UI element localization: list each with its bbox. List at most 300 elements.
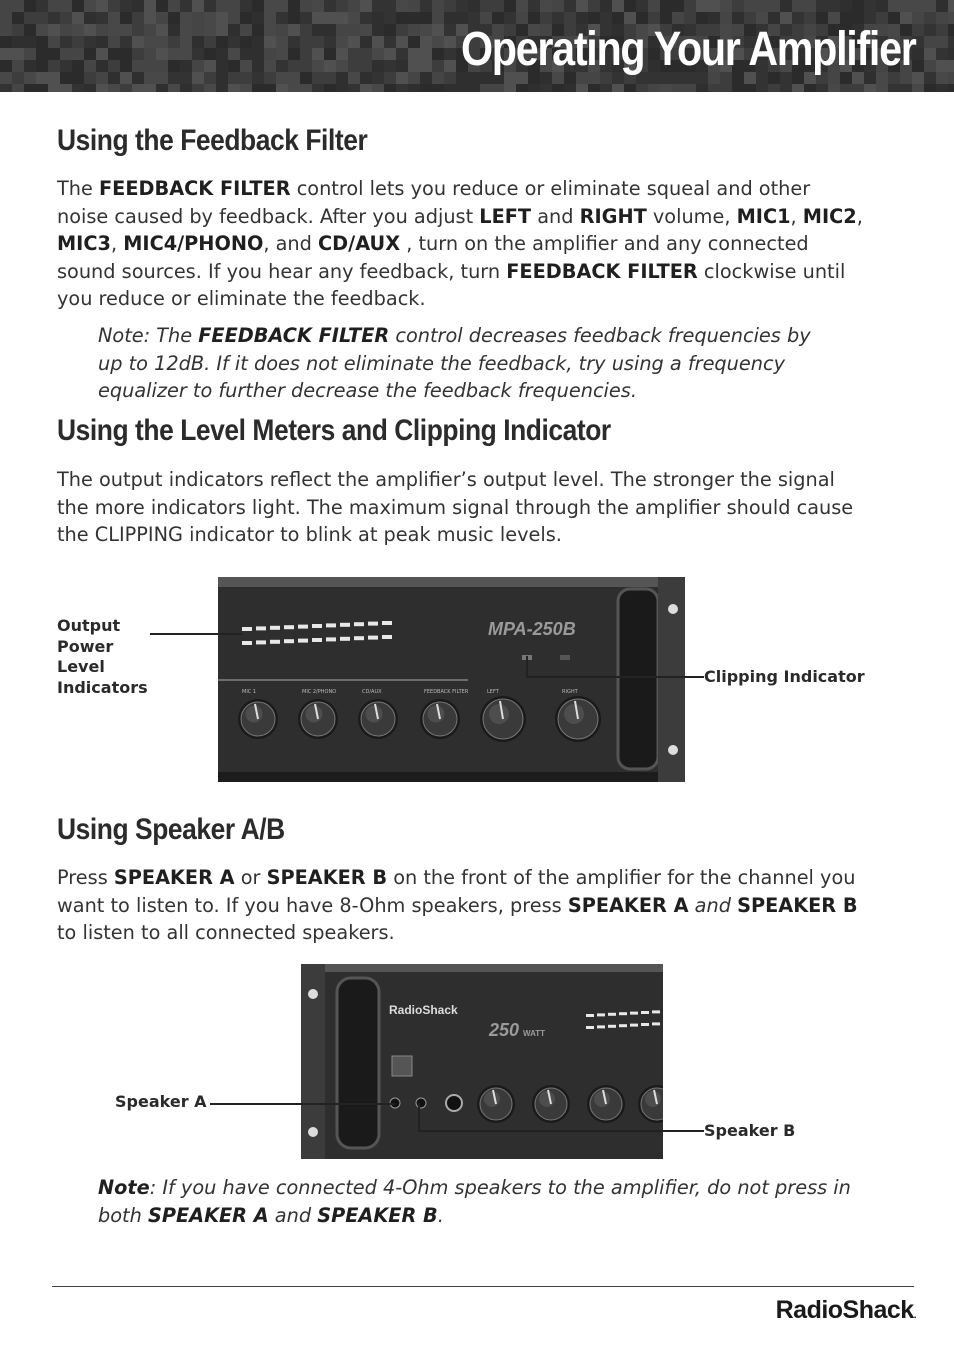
banner-tile [168,84,180,92]
banner-tile [384,24,396,36]
banner-tile [132,48,144,60]
level-meter-led [270,640,280,644]
banner-tile [24,36,36,48]
banner-tile [360,72,372,84]
header-banner [0,0,954,92]
banner-tile [12,12,24,24]
banner-tile [276,24,288,36]
banner-tile [0,48,12,60]
banner-tile [420,72,432,84]
banner-tile [168,12,180,24]
banner-tile [444,0,456,12]
banner-tile [420,12,432,24]
banner-tile [360,48,372,60]
banner-tile [12,0,24,12]
page-title: Operating Your Amplifier [461,23,916,76]
banner-tile [168,0,180,12]
banner-tile [372,60,384,72]
banner-tile [312,84,324,92]
banner-tile [840,0,852,12]
banner-tile [696,84,708,92]
banner-tile [600,0,612,12]
banner-tile [432,72,444,84]
banner-tile [420,24,432,36]
banner-tile [108,0,120,12]
banner-tile [396,48,408,60]
level-meter-led [312,624,322,628]
level-meter-led [382,635,392,639]
banner-tile [156,36,168,48]
banner-tile [348,24,360,36]
level-meter-led [652,1010,660,1013]
level-meter-led [242,627,252,631]
banner-tile [72,36,84,48]
banner-tile [600,84,612,92]
banner-tile [924,36,936,48]
banner-tile [420,48,432,60]
banner-tile [648,84,660,92]
level-meter-led [652,1022,660,1025]
banner-tile [252,60,264,72]
banner-tile [336,84,348,92]
banner-tile [384,48,396,60]
banner-tile [24,0,36,12]
banner-tile [744,0,756,12]
banner-tile [924,72,936,84]
banner-tile [132,0,144,12]
level-meter-led [597,1013,605,1016]
banner-tile [372,0,384,12]
banner-tile [168,48,180,60]
banner-tile [444,36,456,48]
banner-tile [108,36,120,48]
banner-tile [936,84,948,92]
banner-tile [0,60,12,72]
banner-tile [588,84,600,92]
banner-tile [96,12,108,24]
banner-tile [144,60,156,72]
banner-tile [252,48,264,60]
banner-tile [288,60,300,72]
banner-tile [228,12,240,24]
banner-tile [396,60,408,72]
banner-tile [156,84,168,92]
banner-tile [72,24,84,36]
banner-tile [360,0,372,12]
banner-tile [852,0,864,12]
leader-line-clipping [526,676,704,678]
banner-tile [84,84,96,92]
banner-tile [264,12,276,24]
wattage-unit-label: WATT [523,1029,546,1038]
knob-label: CD/AUX [362,689,382,695]
banner-tile [360,24,372,36]
banner-tile [108,72,120,84]
level-meter-led [619,1024,627,1027]
banner-tile [276,36,288,48]
banner-tile [168,36,180,48]
banner-tile [408,12,420,24]
banner-tile [924,48,936,60]
banner-tile [792,84,804,92]
leader-line-speaker-b [418,1130,704,1132]
banner-tile [408,84,420,92]
banner-tile [24,48,36,60]
banner-tile [300,12,312,24]
banner-tile [84,48,96,60]
banner-tile [144,72,156,84]
banner-tile [48,60,60,72]
banner-tile [336,60,348,72]
banner-tile [96,84,108,92]
level-meter-led [586,1026,594,1029]
banner-tile [132,84,144,92]
banner-tile [264,84,276,92]
level-meter-led [608,1013,616,1016]
banner-tile [120,72,132,84]
banner-tile [36,72,48,84]
banner-tile [216,72,228,84]
banner-tile [660,84,672,92]
banner-tile [24,24,36,36]
banner-tile [276,84,288,92]
banner-tile [528,0,540,12]
callout-clipping-indicator: Clipping Indicator [704,667,865,686]
banner-tile [204,48,216,60]
banner-tile [468,0,480,12]
banner-tile [672,84,684,92]
banner-tile [288,12,300,24]
meters-paragraph: The output indicators reflect the amplifier’s output level. The stronger the signal the more indicators light. The maximum signal through the amplifier should cause the CLIPPING indicator to blink at peak music levels. [57,468,854,546]
banner-tile [816,84,828,92]
level-meter-led [354,636,364,640]
banner-tile [324,72,336,84]
banner-tile [192,36,204,48]
leader-line-speaker-b-vertical [418,1103,420,1132]
knob-highlight [306,706,323,723]
banner-tile [120,60,132,72]
banner-tile [360,84,372,92]
banner-tile [768,84,780,92]
banner-tile [336,36,348,48]
banner-tile [72,72,84,84]
banner-tile [24,72,36,84]
banner-tile [432,84,444,92]
banner-tile [756,84,768,92]
brand-label: RadioShack [389,1003,458,1017]
knob-highlight [366,706,383,723]
banner-tile [96,72,108,84]
banner-tile [444,72,456,84]
banner-tile [840,84,852,92]
banner-tile [444,12,456,24]
banner-tile [396,12,408,24]
banner-tile [108,24,120,36]
banner-tile [348,12,360,24]
banner-tile [828,0,840,12]
banner-tile [480,0,492,12]
banner-tile [912,0,924,12]
level-meter-led [382,621,392,625]
banner-tile [396,84,408,92]
banner-tile [936,12,948,24]
banner-tile [300,48,312,60]
banner-tile [624,84,636,92]
banner-tile [876,0,888,12]
banner-tile [516,0,528,12]
banner-tile [0,72,12,84]
banner-tile [732,0,744,12]
banner-tile [216,84,228,92]
banner-tile [420,36,432,48]
banner-tile [312,24,324,36]
banner-tile [192,0,204,12]
banner-tile [324,48,336,60]
banner-tile [216,36,228,48]
banner-tile [384,72,396,84]
banner-tile [408,0,420,12]
banner-tile [444,48,456,60]
banner-tile [588,0,600,12]
banner-tile [300,36,312,48]
level-meter-led [270,626,280,630]
banner-tile [204,72,216,84]
banner-tile [948,60,954,72]
banner-tile [240,36,252,48]
banner-tile [396,24,408,36]
level-meter-led [641,1011,649,1014]
banner-tile [288,24,300,36]
feedback-note: Note: The FEEDBACK FILTER control decreases feedback frequencies by up to 12dB. If it does not eliminate the feedback, try using a frequency equalizer to further decrease the feedback frequencies. [98,324,811,402]
callout-output-power-level-indicators: Output Power Level Indicators [57,616,148,697]
banner-tile [228,48,240,60]
banner-tile [144,12,156,24]
leader-line-output [150,633,242,635]
knob-label: MIC 2/PHONO [302,689,337,695]
banner-tile [36,12,48,24]
banner-tile [864,84,876,92]
banner-tile [408,72,420,84]
banner-tile [156,60,168,72]
speaker-note: Note: If you have connected 4-Ohm speakers to the amplifier, do not press in both SPEAKER A and SPEAKER B. [98,1176,851,1227]
banner-tile [60,0,72,12]
banner-tile [552,84,564,92]
banner-tile [372,12,384,24]
knob-highlight [484,1091,500,1107]
banner-tile [336,72,348,84]
banner-tile [384,36,396,48]
banner-tile [276,48,288,60]
banner-tile [888,0,900,12]
banner-tile [132,24,144,36]
banner-tile [288,36,300,48]
knob-highlight [645,1091,661,1107]
banner-tile [12,84,24,92]
banner-tile [324,12,336,24]
banner-tile [936,24,948,36]
banner-tile [720,84,732,92]
banner-tile [384,0,396,12]
footer-divider [52,1286,914,1287]
banner-tile [276,72,288,84]
banner-tile [936,72,948,84]
banner-tile [36,24,48,36]
banner-tile [156,72,168,84]
banner-tile [180,36,192,48]
banner-tile [120,24,132,36]
banner-tile [60,12,72,24]
banner-tile [300,0,312,12]
banner-tile [432,36,444,48]
knob-label: MIC 1 [242,689,257,695]
panel-top-edge [301,964,663,972]
banner-tile [780,0,792,12]
banner-tile [96,36,108,48]
banner-tile [420,84,432,92]
knob-highlight [539,1091,555,1107]
banner-tile [300,60,312,72]
feedback-paragraph: The FEEDBACK FILTER control lets you reduce or eliminate squeal and other noise caused by feedback. After you adjust LEFT and RIGHT volume, MIC1, MIC2, MIC3, MIC4/PHONO, and CD/AUX , turn on the amplifier and any connected sound sources. If you hear any feedback, turn FEEDBACK FILTER clockwise until you reduce or eliminate the feedback. [57,177,863,310]
banner-tile [732,84,744,92]
level-meter-led [630,1012,638,1015]
banner-tile [228,72,240,84]
rack-hole [308,1127,318,1137]
banner-tile [336,0,348,12]
level-meter-led [326,637,336,641]
level-meter-led [597,1025,605,1028]
banner-tile [0,36,12,48]
banner-tile [72,12,84,24]
banner-tile [384,12,396,24]
banner-tile [48,0,60,12]
banner-tile [324,84,336,92]
banner-tile [444,84,456,92]
banner-tile [924,60,936,72]
banner-tile [60,36,72,48]
banner-tile [12,72,24,84]
banner-tile [300,84,312,92]
banner-tile [312,36,324,48]
banner-tile [120,36,132,48]
banner-tile [132,60,144,72]
banner-tile [708,0,720,12]
banner-tile [144,84,156,92]
banner-tile [204,84,216,92]
banner-tile [144,36,156,48]
banner-tile [72,60,84,72]
banner-tile [132,72,144,84]
banner-tile [528,84,540,92]
banner-tile [636,84,648,92]
banner-tile [432,12,444,24]
banner-tile [324,0,336,12]
banner-tile [48,72,60,84]
banner-tile [264,0,276,12]
banner-tile [252,84,264,92]
knob-label: LEFT [487,689,499,695]
banner-tile [636,0,648,12]
banner-tile [552,0,564,12]
banner-tile [516,84,528,92]
banner-tile [876,84,888,92]
banner-tile [780,84,792,92]
wattage-label: 250 [489,1020,520,1040]
banner-tile [120,48,132,60]
banner-tile [204,60,216,72]
banner-tile [84,24,96,36]
banner-tile [156,48,168,60]
banner-tile [240,24,252,36]
banner-tile [240,60,252,72]
banner-tile [540,84,552,92]
banner-tile [264,48,276,60]
rack-handle [337,978,379,1148]
banner-tile [48,12,60,24]
banner-tile [72,48,84,60]
rack-hole [668,745,678,755]
banner-tile [336,24,348,36]
banner-tile [564,0,576,12]
panel-bottom-edge [218,772,685,782]
banner-tile [228,60,240,72]
banner-tile [60,24,72,36]
heading-level-meters: Using the Level Meters and Clipping Indicator [57,414,611,447]
banner-tile [24,60,36,72]
banner-tile [372,84,384,92]
banner-tile [288,48,300,60]
banner-tile [276,12,288,24]
banner-tile [132,36,144,48]
level-meter-led [298,639,308,643]
level-meter-led [630,1024,638,1027]
banner-tile [348,60,360,72]
banner-tile [288,0,300,12]
level-meter-led [354,622,364,626]
banner-tile [156,12,168,24]
banner-tile [240,84,252,92]
banner-tile [36,36,48,48]
banner-tile [912,84,924,92]
banner-tile [624,0,636,12]
banner-tile [120,0,132,12]
banner-tile [12,36,24,48]
level-meter-led [256,626,266,630]
banner-tile [492,0,504,12]
power-led [560,655,570,660]
banner-tile [228,24,240,36]
banner-tile [936,48,948,60]
banner-tile [120,84,132,92]
banner-tile [228,0,240,12]
banner-tile [288,72,300,84]
banner-tile [228,36,240,48]
banner-tile [0,12,12,24]
banner-tile [504,84,516,92]
rack-hole [308,989,318,999]
speaker-paragraph: Press SPEAKER A or SPEAKER B on the front of the amplifier for the channel you want to listen to. If you have 8-Ohm speakers, press SPEAKER A and SPEAKER B to listen to all connected speakers. [57,866,858,944]
banner-tile [324,24,336,36]
banner-tile [120,12,132,24]
knob-highlight [246,706,263,723]
banner-tile [444,24,456,36]
banner-tile [156,0,168,12]
banner-tile [948,12,954,24]
banner-tile [804,0,816,12]
amplifier-front-photo [218,577,685,782]
banner-tile [264,60,276,72]
banner-tile [192,84,204,92]
banner-tile [708,84,720,92]
